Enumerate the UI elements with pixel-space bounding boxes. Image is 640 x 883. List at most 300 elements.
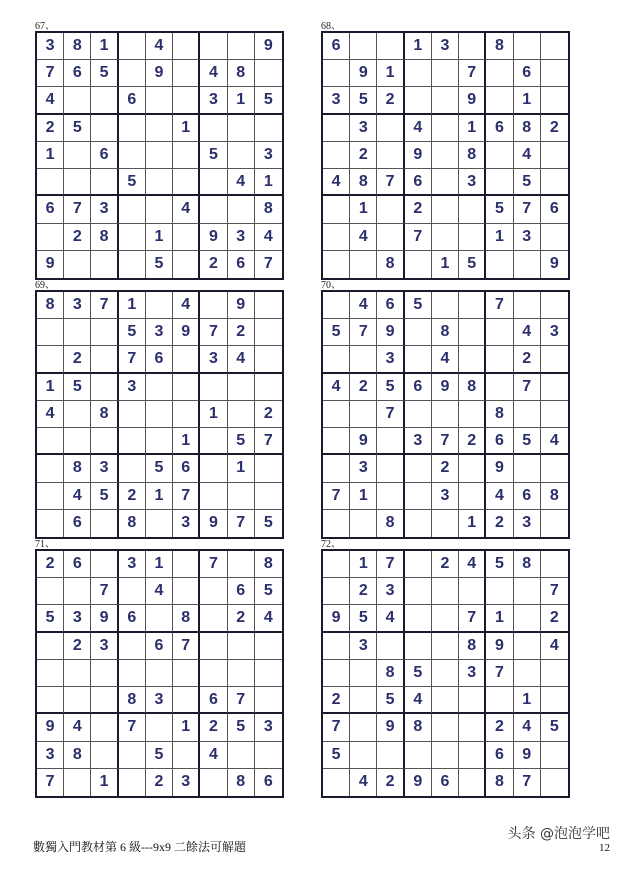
sudoku-cell: 4 <box>37 87 64 114</box>
puzzle-label: 67、 <box>35 21 55 32</box>
sudoku-cell <box>459 319 486 346</box>
sudoku-cell <box>91 660 118 687</box>
sudoku-cell <box>459 714 486 741</box>
sudoku-cell: 4 <box>514 319 541 346</box>
sudoku-cell <box>173 169 200 196</box>
sudoku-cell: 7 <box>514 374 541 401</box>
sudoku-cell <box>173 687 200 714</box>
sudoku-cell <box>350 687 377 714</box>
sudoku-cell: 5 <box>377 687 404 714</box>
sudoku-cell <box>432 510 459 537</box>
sudoku-cell <box>432 660 459 687</box>
sudoku-cell <box>405 483 432 510</box>
puzzle-label: 69、 <box>35 280 55 291</box>
sudoku-cell: 1 <box>146 224 173 251</box>
sudoku-cell <box>405 455 432 482</box>
sudoku-cell: 6 <box>64 551 91 578</box>
sudoku-grid <box>35 290 284 539</box>
sudoku-cell <box>146 142 173 169</box>
sudoku-cell: 6 <box>541 196 568 223</box>
sudoku-cell <box>173 87 200 114</box>
sudoku-cell: 5 <box>228 428 255 455</box>
sudoku-cell <box>514 605 541 632</box>
sudoku-cell <box>377 115 404 142</box>
sudoku-cell <box>405 346 432 373</box>
sudoku-cell: 6 <box>228 251 255 278</box>
sudoku-cell: 3 <box>228 224 255 251</box>
sudoku-cell <box>514 251 541 278</box>
sudoku-cell: 8 <box>514 115 541 142</box>
sudoku-cell: 4 <box>459 551 486 578</box>
sudoku-cell: 9 <box>146 60 173 87</box>
sudoku-cell: 7 <box>323 714 350 741</box>
sudoku-cell: 8 <box>459 374 486 401</box>
sudoku-cell: 7 <box>514 196 541 223</box>
sudoku-cell: 7 <box>173 633 200 660</box>
sudoku-cell <box>146 605 173 632</box>
sudoku-cell: 2 <box>432 455 459 482</box>
sudoku-cell <box>146 428 173 455</box>
sudoku-cell: 3 <box>37 33 64 60</box>
sudoku-cell: 2 <box>541 605 568 632</box>
sudoku-cell <box>350 251 377 278</box>
sudoku-cell: 8 <box>64 742 91 769</box>
sudoku-cell <box>405 319 432 346</box>
sudoku-cell: 9 <box>486 633 513 660</box>
sudoku-cell: 1 <box>486 224 513 251</box>
sudoku-cell <box>541 346 568 373</box>
sudoku-cell <box>377 142 404 169</box>
footer-title: 數獨入門教材第 6 級---9x9 二餘法可解題 <box>33 840 246 854</box>
sudoku-cell <box>200 374 227 401</box>
sudoku-cell: 4 <box>405 687 432 714</box>
sudoku-cell <box>432 115 459 142</box>
sudoku-cell <box>514 401 541 428</box>
sudoku-cell <box>37 346 64 373</box>
sudoku-cell <box>64 687 91 714</box>
sudoku-cell <box>541 142 568 169</box>
sudoku-cell <box>486 60 513 87</box>
sudoku-cell: 3 <box>459 660 486 687</box>
sudoku-cell <box>323 251 350 278</box>
sudoku-puzzle <box>321 21 570 280</box>
sudoku-cell <box>173 660 200 687</box>
sudoku-cell: 9 <box>37 251 64 278</box>
sudoku-cell: 1 <box>146 551 173 578</box>
sudoku-cell: 8 <box>432 319 459 346</box>
sudoku-cell <box>64 142 91 169</box>
sudoku-cell: 3 <box>37 742 64 769</box>
sudoku-cell <box>64 428 91 455</box>
sudoku-cell <box>37 428 64 455</box>
sudoku-cell <box>514 455 541 482</box>
sudoku-cell <box>37 169 64 196</box>
sudoku-cell: 1 <box>37 142 64 169</box>
sudoku-cell: 1 <box>146 483 173 510</box>
sudoku-cell <box>323 115 350 142</box>
sudoku-cell <box>146 374 173 401</box>
sudoku-cell: 2 <box>200 714 227 741</box>
sudoku-cell <box>541 224 568 251</box>
sudoku-cell: 6 <box>200 687 227 714</box>
sudoku-cell: 1 <box>432 251 459 278</box>
sudoku-cell <box>432 633 459 660</box>
sudoku-cell: 1 <box>255 169 282 196</box>
sudoku-cell: 4 <box>200 60 227 87</box>
sudoku-cell <box>255 455 282 482</box>
sudoku-cell <box>119 633 146 660</box>
page-number: 12 <box>599 842 610 854</box>
sudoku-cell: 4 <box>323 169 350 196</box>
sudoku-cell <box>541 660 568 687</box>
sudoku-cell <box>377 196 404 223</box>
sudoku-cell: 4 <box>255 605 282 632</box>
sudoku-cell: 2 <box>514 346 541 373</box>
sudoku-cell <box>37 224 64 251</box>
sudoku-cell <box>405 401 432 428</box>
sudoku-cell: 2 <box>486 714 513 741</box>
sudoku-cell: 4 <box>173 196 200 223</box>
sudoku-cell <box>119 428 146 455</box>
sudoku-cell: 2 <box>377 87 404 114</box>
sudoku-grid <box>321 290 570 539</box>
sudoku-cell <box>405 551 432 578</box>
sudoku-cell <box>91 319 118 346</box>
sudoku-cell: 3 <box>91 196 118 223</box>
sudoku-cell: 5 <box>350 605 377 632</box>
sudoku-cell <box>91 742 118 769</box>
sudoku-cell <box>200 633 227 660</box>
sudoku-cell <box>119 224 146 251</box>
sudoku-cell: 6 <box>173 455 200 482</box>
sudoku-cell <box>228 115 255 142</box>
sudoku-cell: 3 <box>377 346 404 373</box>
sudoku-cell: 2 <box>377 769 404 796</box>
sudoku-cell: 5 <box>255 87 282 114</box>
sudoku-cell <box>323 510 350 537</box>
sudoku-cell: 7 <box>37 769 64 796</box>
sudoku-grid <box>321 31 570 280</box>
sudoku-puzzle <box>35 21 284 280</box>
sudoku-cell: 3 <box>377 578 404 605</box>
sudoku-cell: 2 <box>37 551 64 578</box>
sudoku-cell: 8 <box>228 769 255 796</box>
sudoku-cell: 2 <box>350 374 377 401</box>
sudoku-cell: 1 <box>350 483 377 510</box>
sudoku-cell <box>459 769 486 796</box>
sudoku-cell <box>255 374 282 401</box>
sudoku-cell <box>432 196 459 223</box>
sudoku-cell <box>541 687 568 714</box>
sudoku-cell <box>459 578 486 605</box>
sudoku-cell: 5 <box>119 319 146 346</box>
sudoku-cell: 5 <box>146 742 173 769</box>
sudoku-cell: 4 <box>350 224 377 251</box>
sudoku-cell <box>228 142 255 169</box>
sudoku-cell <box>405 60 432 87</box>
sudoku-cell: 7 <box>91 578 118 605</box>
sudoku-cell <box>228 401 255 428</box>
sudoku-cell <box>91 115 118 142</box>
sudoku-cell: 3 <box>514 224 541 251</box>
sudoku-cell: 5 <box>459 251 486 278</box>
sudoku-cell: 9 <box>37 714 64 741</box>
sudoku-cell <box>323 660 350 687</box>
sudoku-cell: 5 <box>514 428 541 455</box>
sudoku-cell: 2 <box>37 115 64 142</box>
sudoku-cell: 3 <box>146 319 173 346</box>
sudoku-cell: 7 <box>200 551 227 578</box>
sudoku-cell <box>255 660 282 687</box>
sudoku-cell: 5 <box>323 742 350 769</box>
sudoku-cell <box>37 687 64 714</box>
sudoku-cell <box>119 142 146 169</box>
sudoku-cell: 2 <box>541 115 568 142</box>
sudoku-cell: 4 <box>228 169 255 196</box>
sudoku-cell <box>37 455 64 482</box>
sudoku-cell: 5 <box>119 169 146 196</box>
sudoku-cell: 6 <box>64 60 91 87</box>
sudoku-cell <box>432 292 459 319</box>
sudoku-cell <box>459 742 486 769</box>
sudoku-cell <box>91 251 118 278</box>
sudoku-cell <box>119 60 146 87</box>
sudoku-cell <box>350 742 377 769</box>
sudoku-cell: 4 <box>37 401 64 428</box>
sudoku-cell: 6 <box>228 578 255 605</box>
sudoku-cell: 9 <box>350 60 377 87</box>
sudoku-cell <box>350 510 377 537</box>
sudoku-cell <box>91 428 118 455</box>
sudoku-cell <box>228 483 255 510</box>
sudoku-cell <box>200 33 227 60</box>
sudoku-puzzle <box>35 539 284 798</box>
sudoku-cell <box>459 483 486 510</box>
sudoku-cell <box>200 169 227 196</box>
sudoku-cell: 8 <box>514 551 541 578</box>
sudoku-cell: 5 <box>200 142 227 169</box>
sudoku-cell <box>432 605 459 632</box>
sudoku-cell <box>200 578 227 605</box>
sudoku-cell <box>146 115 173 142</box>
sudoku-puzzle <box>35 280 284 539</box>
sudoku-cell <box>37 660 64 687</box>
sudoku-cell <box>200 292 227 319</box>
sudoku-cell: 5 <box>64 374 91 401</box>
sudoku-cell: 3 <box>173 510 200 537</box>
sudoku-cell <box>255 292 282 319</box>
sudoku-cell: 4 <box>323 374 350 401</box>
sudoku-cell: 5 <box>228 714 255 741</box>
sudoku-cell: 6 <box>323 33 350 60</box>
sudoku-cell: 1 <box>37 374 64 401</box>
sudoku-cell: 6 <box>263 773 273 791</box>
puzzle-label: 70、 <box>321 280 341 291</box>
sudoku-cell <box>119 578 146 605</box>
sudoku-cell <box>323 292 350 319</box>
sudoku-cell: 9 <box>255 33 282 60</box>
sudoku-cell: 2 <box>459 428 486 455</box>
sudoku-cell <box>173 578 200 605</box>
sudoku-cell <box>459 346 486 373</box>
sudoku-cell <box>541 769 568 796</box>
sudoku-cell <box>228 551 255 578</box>
sudoku-cell: 4 <box>200 742 227 769</box>
sudoku-cell <box>255 346 282 373</box>
sudoku-cell: 8 <box>459 142 486 169</box>
sudoku-cell: 1 <box>514 87 541 114</box>
sudoku-cell: 6 <box>377 292 404 319</box>
sudoku-cell <box>323 60 350 87</box>
sudoku-cell <box>432 87 459 114</box>
sudoku-cell: 3 <box>64 605 91 632</box>
sudoku-cell: 2 <box>323 687 350 714</box>
sudoku-cell: 8 <box>377 251 404 278</box>
sudoku-cell <box>486 687 513 714</box>
sudoku-cell <box>146 169 173 196</box>
sudoku-cell: 4 <box>432 346 459 373</box>
puzzle-label: 68、 <box>321 21 341 32</box>
sudoku-cell: 8 <box>486 33 513 60</box>
sudoku-cell: 7 <box>255 428 282 455</box>
sudoku-cell <box>486 319 513 346</box>
sudoku-cell <box>323 633 350 660</box>
sudoku-cell: 7 <box>432 428 459 455</box>
sudoku-cell <box>119 251 146 278</box>
sudoku-cell: 7 <box>263 255 273 273</box>
sudoku-cell: 4 <box>541 428 568 455</box>
sudoku-cell: 5 <box>405 292 432 319</box>
sudoku-cell: 9 <box>549 255 559 273</box>
sudoku-cell <box>514 633 541 660</box>
sudoku-cell: 1 <box>228 455 255 482</box>
puzzle-label: 71、 <box>35 539 55 550</box>
sudoku-cell: 6 <box>486 115 513 142</box>
sudoku-cell <box>541 455 568 482</box>
sudoku-cell <box>91 551 118 578</box>
sudoku-cell: 4 <box>377 605 404 632</box>
sudoku-cell: 7 <box>228 687 255 714</box>
sudoku-cell <box>64 769 91 796</box>
sudoku-cell: 2 <box>228 319 255 346</box>
sudoku-cell: 2 <box>486 510 513 537</box>
sudoku-cell: 3 <box>146 687 173 714</box>
sudoku-cell <box>541 510 568 537</box>
sudoku-cell <box>119 455 146 482</box>
sudoku-cell: 5 <box>323 319 350 346</box>
sudoku-cell <box>541 374 568 401</box>
sudoku-cell <box>91 510 118 537</box>
watermark: 头条 @泡泡学吧 <box>507 826 610 842</box>
sudoku-cell: 1 <box>459 115 486 142</box>
sudoku-cell: 3 <box>432 483 459 510</box>
sudoku-cell: 8 <box>405 714 432 741</box>
sudoku-cell: 8 <box>486 401 513 428</box>
sudoku-cell: 4 <box>541 633 568 660</box>
sudoku-cell <box>350 33 377 60</box>
sudoku-cell: 7 <box>119 346 146 373</box>
sudoku-cell: 3 <box>200 346 227 373</box>
sudoku-cell: 2 <box>64 346 91 373</box>
sudoku-cell: 4 <box>146 33 173 60</box>
sudoku-cell <box>255 742 282 769</box>
sudoku-cell: 6 <box>37 196 64 223</box>
sudoku-cell <box>119 742 146 769</box>
sudoku-cell: 9 <box>91 605 118 632</box>
sudoku-cell: 5 <box>255 578 282 605</box>
sudoku-cell: 4 <box>350 292 377 319</box>
sudoku-cell <box>486 374 513 401</box>
sudoku-cell: 1 <box>459 510 486 537</box>
sudoku-cell: 9 <box>486 455 513 482</box>
sudoku-cell: 8 <box>37 292 64 319</box>
sudoku-cell <box>514 33 541 60</box>
sudoku-cell: 2 <box>228 605 255 632</box>
sudoku-cell <box>173 346 200 373</box>
sudoku-cell <box>541 87 568 114</box>
sudoku-cell: 4 <box>228 346 255 373</box>
sudoku-cell: 6 <box>405 374 432 401</box>
sudoku-cell <box>323 455 350 482</box>
sudoku-cell <box>541 742 568 769</box>
sudoku-cell: 5 <box>405 660 432 687</box>
sudoku-cell: 5 <box>486 551 513 578</box>
sudoku-cell <box>37 633 64 660</box>
sudoku-cell <box>173 224 200 251</box>
sudoku-cell: 8 <box>459 633 486 660</box>
sudoku-grid <box>321 549 570 798</box>
sudoku-cell: 7 <box>200 319 227 346</box>
sudoku-cell: 7 <box>119 714 146 741</box>
sudoku-cell: 6 <box>64 510 91 537</box>
sudoku-cell: 9 <box>432 374 459 401</box>
sudoku-cell: 8 <box>64 455 91 482</box>
sudoku-cell <box>432 60 459 87</box>
sudoku-cell <box>37 483 64 510</box>
sudoku-cell: 5 <box>486 196 513 223</box>
sudoku-cell <box>405 605 432 632</box>
sudoku-cell <box>486 251 513 278</box>
sudoku-cell: 2 <box>350 578 377 605</box>
sudoku-cell: 1 <box>91 769 118 796</box>
sudoku-cell <box>64 87 91 114</box>
sudoku-cell <box>91 714 118 741</box>
sudoku-cell <box>323 551 350 578</box>
sudoku-cell <box>459 455 486 482</box>
sudoku-cell: 8 <box>350 169 377 196</box>
sudoku-cell: 4 <box>486 483 513 510</box>
sudoku-cell: 7 <box>486 292 513 319</box>
sudoku-cell: 4 <box>173 292 200 319</box>
sudoku-cell: 4 <box>350 769 377 796</box>
sudoku-cell <box>91 687 118 714</box>
sudoku-cell <box>200 769 227 796</box>
sudoku-cell <box>37 578 64 605</box>
sudoku-cell: 6 <box>514 60 541 87</box>
sudoku-cell: 6 <box>146 346 173 373</box>
sudoku-cell <box>200 455 227 482</box>
sudoku-cell <box>432 742 459 769</box>
sudoku-cell: 3 <box>514 510 541 537</box>
sudoku-cell: 5 <box>350 87 377 114</box>
sudoku-cell: 8 <box>228 60 255 87</box>
sudoku-cell <box>228 33 255 60</box>
sudoku-cell <box>459 224 486 251</box>
sudoku-cell <box>228 633 255 660</box>
sudoku-cell: 4 <box>64 483 91 510</box>
sudoku-cell: 7 <box>486 660 513 687</box>
sudoku-cell <box>405 251 432 278</box>
